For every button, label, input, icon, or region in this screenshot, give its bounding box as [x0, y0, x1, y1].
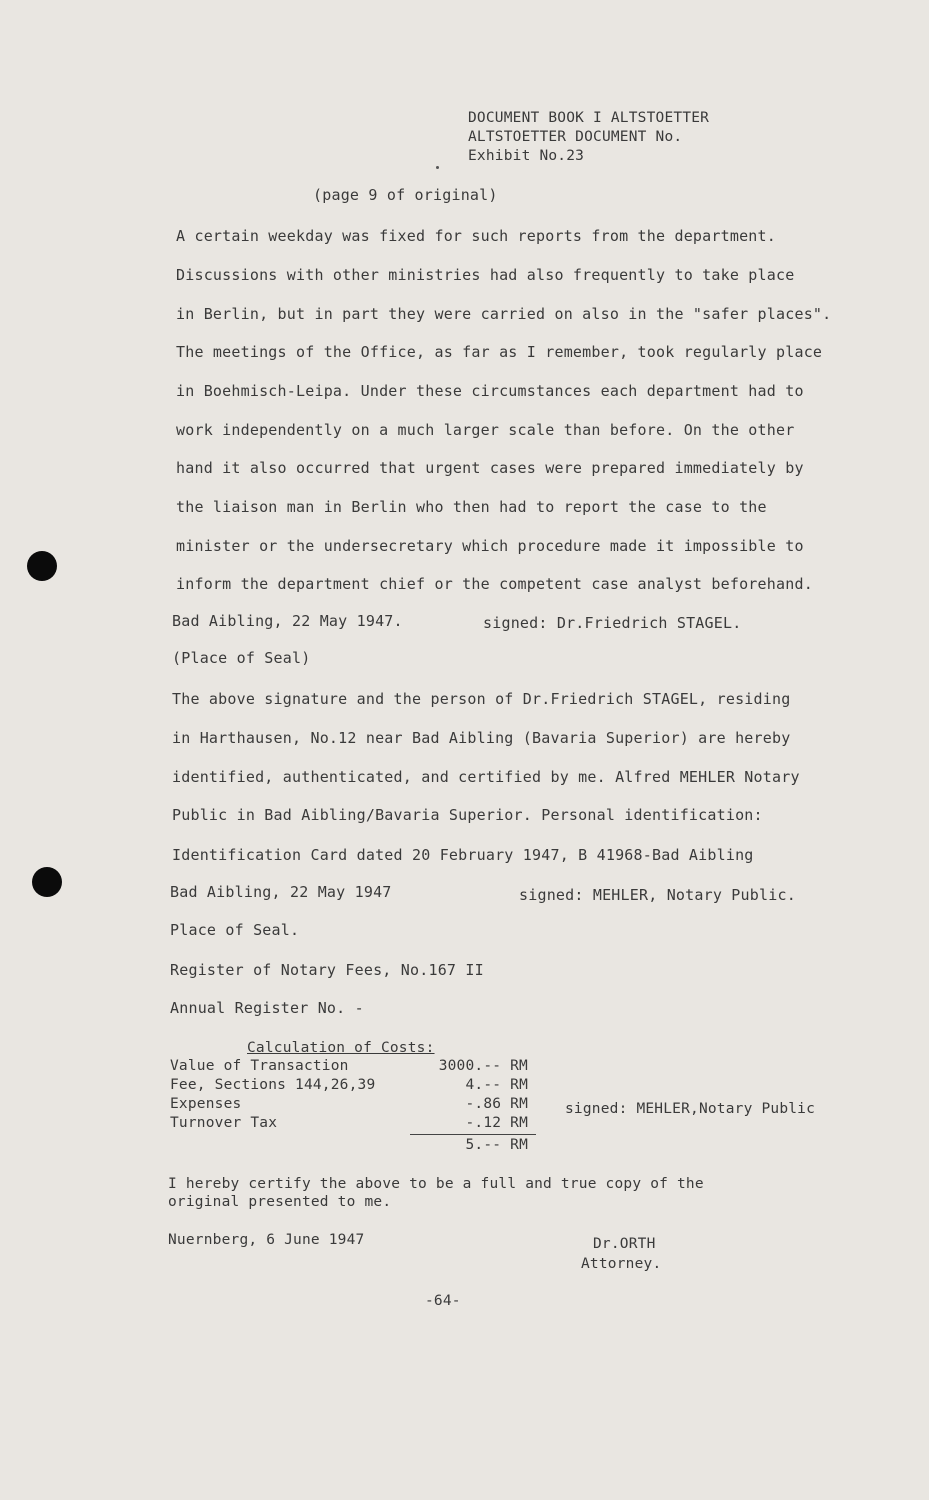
body-line: minister or the undersecretary which procedure made it impossible to: [176, 537, 804, 555]
seal-label-2: Place of Seal.: [170, 921, 300, 939]
punch-hole-top: [27, 551, 57, 581]
header-document-number: ALTSTOETTER DOCUMENT No.: [468, 129, 683, 145]
annual-register: Annual Register No. -: [170, 999, 364, 1017]
cost-row-amount: -.12 RM: [465, 1115, 528, 1131]
body-line: A certain weekday was fixed for such reports from the department.: [176, 227, 776, 245]
certification-line: in Harthausen, No.12 near Bad Aibling (Bavaria Superior) are hereby: [172, 729, 791, 747]
certification-line: The above signature and the person of Dr.Friedrich STAGEL, residing: [172, 690, 791, 708]
header-document-book: DOCUMENT BOOK I ALTSTOETTER: [468, 110, 710, 126]
costs-sum-rule: [410, 1134, 536, 1135]
body-line: in Boehmisch-Leipa. Under these circumstances each department had to: [176, 382, 804, 400]
costs-signed: signed: MEHLER,Notary Public: [565, 1101, 816, 1117]
signature2-signed: signed: MEHLER, Notary Public.: [519, 886, 796, 904]
signature1-place-date: Bad Aibling, 22 May 1947.: [172, 612, 403, 630]
body-line: work independently on a much larger scale than before. On the other: [176, 421, 795, 439]
certify-line: original presented to me.: [168, 1194, 392, 1210]
certification-line: Identification Card dated 20 February 1947, B 41968-Bad Aibling: [172, 846, 754, 864]
footer-place-date: Nuernberg, 6 June 1947: [168, 1232, 365, 1248]
cost-row-label: Turnover Tax: [170, 1115, 278, 1131]
certification-line: identified, authenticated, and certified by me. Alfred MEHLER Notary: [172, 768, 800, 786]
page-reference: (page 9 of original): [313, 186, 498, 204]
ink-dot: [436, 166, 439, 169]
cost-row-label: Value of Transaction: [170, 1058, 349, 1074]
certification-line: Public in Bad Aibling/Bavaria Superior. Personal identification:: [172, 806, 763, 824]
seal-label: (Place of Seal): [172, 649, 311, 667]
cost-row-amount: 4.-- RM: [465, 1077, 528, 1093]
cost-total: 5.-- RM: [465, 1137, 528, 1153]
attorney-name: Dr.ORTH: [593, 1236, 656, 1252]
punch-hole-bottom: [32, 867, 62, 897]
page-number: -64-: [425, 1293, 461, 1309]
signature2-place-date: Bad Aibling, 22 May 1947: [170, 883, 392, 901]
cost-row-amount: 3000.-- RM: [438, 1058, 528, 1074]
costs-title: Calculation of Costs:: [247, 1040, 435, 1056]
signature1-signed: signed: Dr.Friedrich STAGEL.: [483, 614, 742, 632]
body-line: inform the department chief or the competent case analyst beforehand.: [176, 575, 813, 593]
register-notary-fees: Register of Notary Fees, No.167 II: [170, 961, 484, 979]
body-line: in Berlin, but in part they were carried on also in the "safer places".: [176, 305, 832, 323]
body-line: The meetings of the Office, as far as I remember, took regularly place: [176, 343, 823, 361]
body-line: the liaison man in Berlin who then had to report the case to the: [176, 498, 767, 516]
cost-row-label: Fee, Sections 144,26,39: [170, 1077, 376, 1093]
body-line: Discussions with other ministries had also frequently to take place: [176, 266, 795, 284]
certify-line: I hereby certify the above to be a full and true copy of the: [168, 1176, 704, 1192]
body-line: hand it also occurred that urgent cases were prepared immediately by: [176, 459, 804, 477]
cost-row-label: Expenses: [170, 1096, 242, 1112]
header-exhibit: Exhibit No.23: [468, 148, 585, 164]
attorney-title: Attorney.: [581, 1256, 662, 1272]
cost-row-amount: -.86 RM: [465, 1096, 528, 1112]
